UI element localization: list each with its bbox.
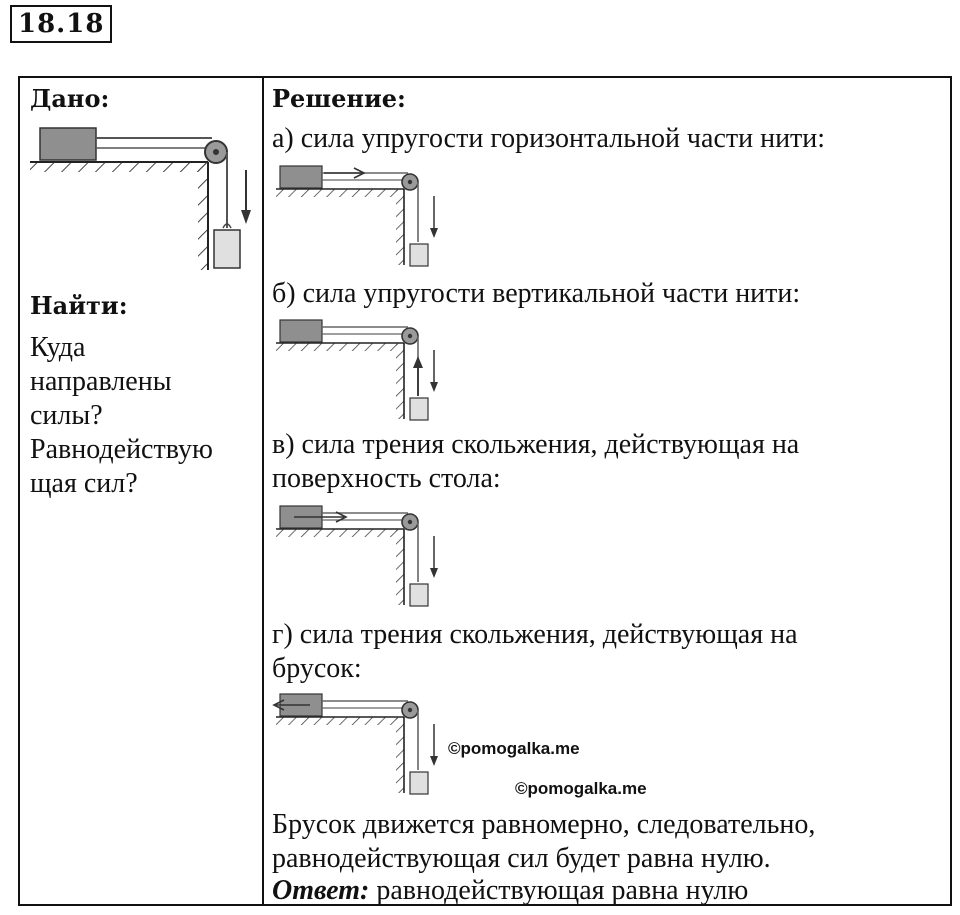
find-question: Куда направлены силы? Равнодействую щая сил?: [30, 332, 213, 499]
wall-hatching: [396, 529, 404, 605]
block: [280, 320, 322, 342]
weight: [410, 244, 428, 266]
wall-hatching: [396, 343, 404, 419]
weight: [410, 584, 428, 606]
motion-arrow-head: [430, 568, 438, 578]
column-divider: [262, 76, 264, 906]
block: [280, 166, 322, 188]
motion-arrow-head: [430, 382, 438, 392]
table-hatching: [276, 717, 404, 725]
weight: [214, 230, 240, 268]
answer-line: [272, 874, 748, 908]
answer-text: равнодействующая равна нулю: [369, 875, 749, 906]
given-diagram: [30, 118, 255, 273]
wall-hatching: [396, 717, 404, 793]
weight: [410, 772, 428, 794]
find-heading: Найти:: [30, 291, 128, 320]
conclusion-line2: равнодействующая сил будет равна нулю.: [272, 843, 771, 874]
conclusion-line1: Брусок движется равномерно, следовательно,: [272, 809, 816, 840]
diagram-a: [276, 158, 446, 268]
item-d-text-line1: г) сила трения скольжения, действующая на: [272, 619, 798, 650]
motion-arrow-head: [430, 756, 438, 766]
weight: [410, 398, 428, 420]
table-hatching: [276, 189, 404, 197]
problem-number: 18.18: [10, 5, 112, 43]
table-hatching: [276, 529, 404, 537]
item-d-text-line2: брусок:: [272, 653, 362, 684]
diagram-c: [276, 498, 446, 610]
given-heading: Дано:: [30, 84, 110, 113]
table-hatching: [276, 343, 404, 351]
diagram-b: [276, 312, 446, 422]
answer-label: Ответ:: [272, 875, 370, 906]
item-c-text-line1: в) сила трения скольжения, действующая на: [272, 429, 800, 460]
item-c-text-line2: поверхность стола:: [272, 463, 501, 494]
force-arrow-head: [413, 356, 423, 368]
item-b-text: б) сила упругости вертикальной части нити:: [272, 278, 801, 309]
wall-hatching: [396, 189, 404, 265]
item-a-text: а) сила упругости горизонтальной части нити:: [272, 123, 826, 154]
wall-hatching: [198, 162, 208, 270]
watermark: ©pomogalka.me: [515, 779, 647, 798]
diagram-d: [276, 686, 446, 798]
motion-arrow-head: [430, 228, 438, 238]
solution-heading: Решение:: [272, 84, 406, 113]
table-hatching: [30, 162, 208, 172]
block: [40, 128, 96, 160]
watermark: ©pomogalka.me: [448, 739, 580, 758]
